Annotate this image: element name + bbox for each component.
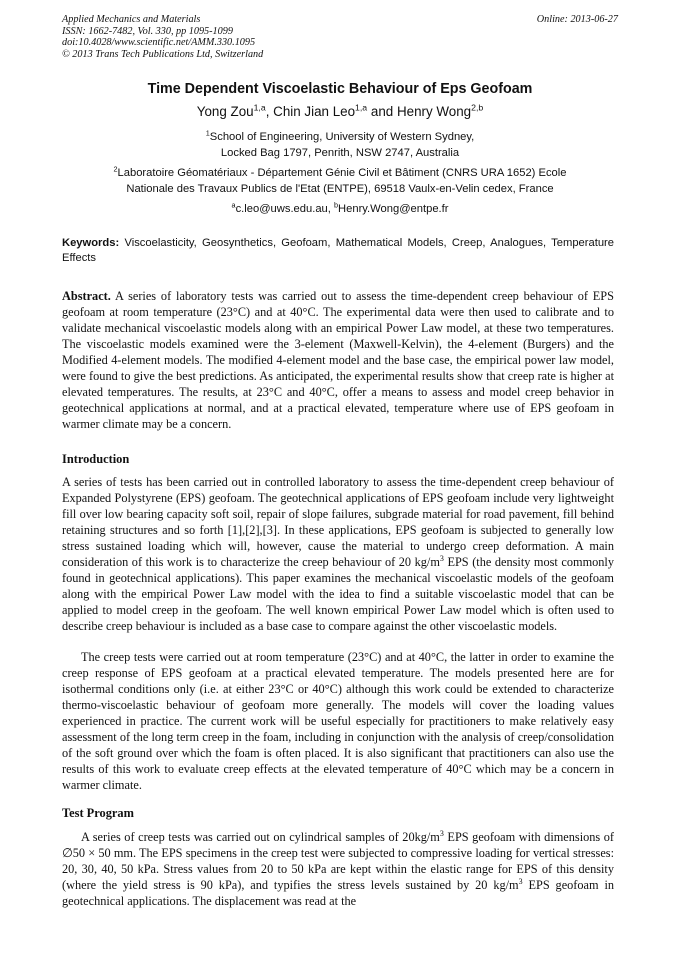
affiliation-1 bbox=[62, 130, 618, 162]
paragraph-text: EPS geofoam in geotechnical applications. The displacement was read at the bbox=[62, 878, 615, 908]
author-affiliation-mark: 1,a bbox=[253, 102, 266, 113]
test-program-paragraph-1 bbox=[62, 829, 614, 909]
author-separator: , bbox=[265, 104, 274, 119]
author-name: Chin Jian Leo bbox=[273, 104, 356, 119]
author-list bbox=[62, 104, 618, 119]
issn-line: ISSN: 1662-7482, Vol. 330, pp 1095-1099 bbox=[62, 25, 233, 37]
paragraph-text: EPS geofoam with dimensions of ∅50 × 50 mm. The EPS specimens in the creep test were subjected to compressive loading for vertical stresses: 20, 30, 40, 50 kPa. Stress values from 20 to 50 kPa are kept within the elastic range for EPS of this density (where the yield stress is 90 kPa), and typifies the stress levels sustained by 20 kg/m bbox=[62, 830, 614, 892]
paragraph-text: A series of creep tests was carried out on cylindrical samples of 20kg/m bbox=[81, 830, 440, 844]
author-separator: and bbox=[367, 104, 397, 119]
superscript: 3 bbox=[518, 876, 523, 886]
abstract-label: Abstract. bbox=[62, 289, 111, 303]
email-address: Henry.Wong@entpe.fr bbox=[338, 203, 449, 215]
paragraph-text: EPS (the density most commonly found in geotechnical applications). This paper examines the mechanical viscoelastic models of the geofoam along with the empirical Power Law model with the idea to find a suitable viscoelastic model that can be applied to model creep in the geofoam. The well known empirical Power Law model which is often used to describe creep behaviour is included as a base case to compare against the other viscoelastic models. bbox=[62, 555, 614, 633]
email-address: c.leo@uws.edu.au, bbox=[235, 203, 334, 215]
copyright-line: © 2013 Trans Tech Publications Ltd, Switzerland bbox=[62, 48, 264, 60]
section-heading-test-program: Test Program bbox=[62, 806, 134, 820]
affiliation-2 bbox=[62, 166, 618, 198]
affiliation-line: Nationale des Travaux Publics de l'Etat (ENTPE), 69518 Vaulx-en-Velin cedex, France bbox=[126, 182, 554, 195]
section-heading-introduction: Introduction bbox=[62, 452, 130, 466]
affiliation-mark: 1 bbox=[205, 128, 210, 138]
journal-name: Applied Mechanics and Materials bbox=[62, 14, 201, 25]
affiliation-line: Laboratoire Géomatériaux - Département Génie Civil et Bâtiment (CNRS URA 1652) Ecole bbox=[117, 167, 567, 179]
keywords-block bbox=[62, 236, 614, 267]
abstract-paragraph bbox=[62, 288, 614, 432]
affiliation-line: Locked Bag 1797, Penrith, NSW 2747, Australia bbox=[220, 146, 460, 159]
affiliation-mark: 2 bbox=[113, 164, 118, 174]
affiliation-line: School of Engineering, University of Western Sydney, bbox=[209, 131, 475, 143]
author-name: Yong Zou bbox=[196, 104, 254, 119]
superscript: 3 bbox=[439, 828, 444, 838]
paragraph-text: A series of tests has been carried out in controlled laboratory to assess the time-dependent creep behaviour of Expanded Polystyrene (EPS) geofoam. The geotechnical applications of EPS geofoam include very lightweight fill over low bearing capacity soft soil, repair of slope failures, subgrade material for road pavement, fill behind retaining structures and so forth [1],[2],[3]. In these applications, EPS geofoam is subjected to generally low stress sustained loading which will, however, cause the material to undergo creep deformation. A main consideration of this work is to characterize the creep behaviour of 20 kg/m bbox=[62, 475, 614, 569]
online-date: Online: 2013-06-27 bbox=[536, 14, 618, 25]
email-mark: b bbox=[334, 200, 339, 210]
author-emails bbox=[62, 202, 618, 218]
journal-header bbox=[62, 14, 618, 60]
keywords-text: Viscoelasticity, Geosynthetics, Geofoam, Mathematical Models, Creep, Analogues, Temperature Effects bbox=[62, 237, 614, 265]
superscript: 3 bbox=[439, 553, 444, 563]
paper-title: Time Dependent Viscoelastic Behaviour of Eps Geofoam bbox=[147, 81, 533, 97]
keywords-label: Keywords: bbox=[62, 237, 120, 249]
introduction-paragraph-2: The creep tests were carried out at room temperature (23°C) and at 40°C, the latter in order to examine the creep response of EPS geofoam at a practical elevated temperature. The models presented here are for isothermal conditions only (i.e. at either 23°C or 40°C) although this work could be extended to characterize thermo-viscoelastic behaviour of geofoam more generally. The models will cover the loading values experienced in practice. The current work will be useful especially for practitioners to make relatively easy assessment of the long term creep in the foam, including in conjunction with the analysis of creep/consolidation of the soft ground over which the foam is often placed. It is also significant that practitioners can also use the results of this work to evaluate creep effects at the elevated temperature of 40°C which may be a concern in warmer climate. bbox=[62, 650, 614, 792]
doi-line: doi:10.4028/www.scientific.net/AMM.330.1095 bbox=[62, 37, 256, 49]
author-affiliation-mark: 2,b bbox=[471, 102, 484, 113]
author-name: Henry Wong bbox=[396, 104, 472, 119]
email-mark: a bbox=[231, 200, 236, 210]
author-affiliation-mark: 1,a bbox=[355, 102, 368, 113]
introduction-paragraph-1 bbox=[62, 474, 614, 634]
abstract-text: A series of laboratory tests was carried out to assess the time-dependent creep behaviour of EPS geofoam at room temperature (23°C) and at 40°C. The experimental data were then used to calibrate and to validate mechanical viscoelastic models along with an empirical Power Law model, at these two temperatures. The viscoelastic models examined were the 3-element (Maxwell-Kelvin), the 4-element (Burgers) and the Modified 4-element models. The modified 4-element model and the base case, the empirical power law model, were found to give the best predictions. As anticipated, the experimental results show that creep rate is higher at elevated temperatures. The results, at 23°C and 40°C, offer a means to assess and model creep behavior in geotechnical applications at normal, and at a practical elevated, temperature where use of EPS geofoam in warmer climate may be a concern. bbox=[62, 289, 614, 431]
